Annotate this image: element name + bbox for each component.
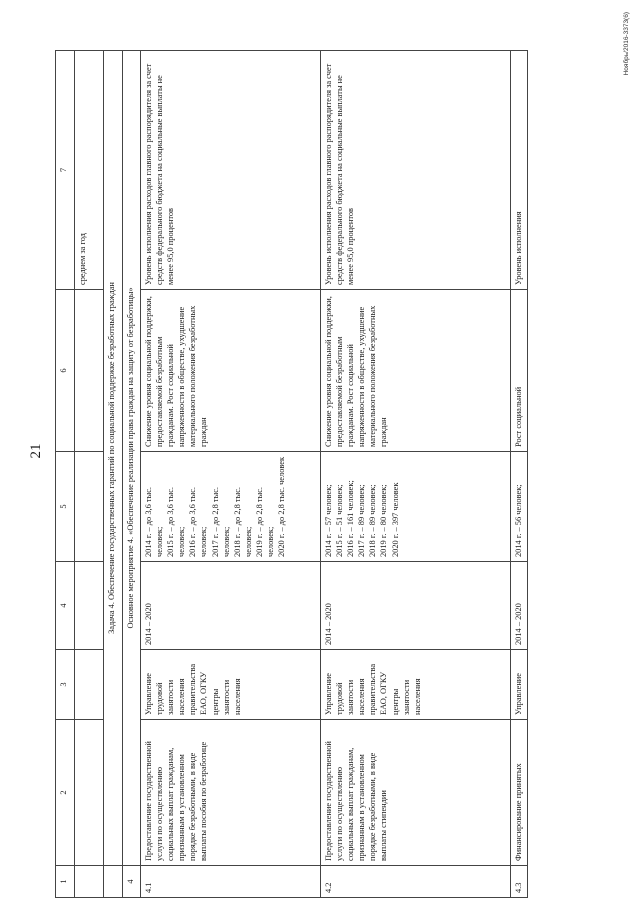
- table-row: [511, 51, 528, 898]
- row-number: 4.3: [511, 866, 528, 898]
- column-number: 5: [56, 452, 75, 562]
- document-code: Ноябрь/2016-3373(6): [623, 12, 630, 76]
- expected-result: 2014 г. – 57 человек; 2015 г. – 51 человек; 2016 г. – 161 человек; 2017 г. – 89 человек; 2018 г. – 89 человек; 2019 г. – 80 человек; 2020 г. – 397 человек: [321, 452, 511, 562]
- expected-result: 2014 г. – до 3,6 тыс. человек; 2015 г. – до 3,6 тыс. человек; 2016 г. – до 3,6 тыс. человек; 2017 г. – до 2,8 тыс. человек; 2018 г. – до 2,8 тыс. человек; 2019 г. – до 2,8 тыс. человек; 2020 г. – до 2,8 тыс. человек: [141, 452, 321, 562]
- measure-number: 4: [123, 866, 141, 898]
- linked-indicator: Уровень исполнения: [511, 51, 528, 290]
- implementation-period: 2014 – 2020: [511, 562, 528, 650]
- task-row: [104, 51, 123, 898]
- row-number: 4.1: [141, 866, 321, 898]
- task-title: Задача 4. Обеспечение государственных гарантий по социальной поддержке безработных граждан: [104, 51, 123, 866]
- column-number: 1: [56, 866, 75, 898]
- column-number: 3: [56, 650, 75, 720]
- column-number-row: [56, 51, 75, 898]
- implementation-period: 2014 – 2020: [321, 562, 511, 650]
- linked-indicator: Уровень исполнения расходов главного распорядителя за счет средств федерального бюджета на социальные выплаты не менее 95,0 процентов: [141, 51, 321, 290]
- continuation-text: среднем за год: [75, 51, 104, 290]
- table-row: [321, 51, 511, 898]
- measure-name: Предоставление государственной услуги по осуществлению социальных выплат гражданам, признанным в установленном порядке безработными, в виде выплаты стипендии: [321, 720, 511, 866]
- responsible-executor: Управление трудовой занятости населения правительства ЕАО, ОГКУ центры занятости населения: [321, 650, 511, 720]
- responsible-executor: Управление: [511, 650, 528, 720]
- measures-table: [55, 50, 528, 898]
- table-row: [141, 51, 321, 898]
- column-number: 6: [56, 290, 75, 452]
- implementation-period: 2014 – 2020: [141, 562, 321, 650]
- measure-name: Предоставление государственной услуги по осуществлению социальных выплат гражданам, признанным в установленном порядке безработными, в виде выплаты пособия по безработице: [141, 720, 321, 866]
- column-number: 7: [56, 51, 75, 290]
- non-implementation-consequences: Снижение уровня социальной поддержки, предоставляемой безработным гражданам. Рост социальной напряженности в обществе, ухудшение материального положения безработных граждан: [321, 290, 511, 452]
- row-number: 4.2: [321, 866, 511, 898]
- measure-name: Финансирование принятых: [511, 720, 528, 866]
- continuation-row: [75, 51, 104, 898]
- column-number: 2: [56, 720, 75, 866]
- linked-indicator: Уровень исполнения расходов главного распорядителя за счет средств федерального бюджета на социальные выплаты не менее 95,0 процентов: [321, 51, 511, 290]
- page-number: 21: [28, 443, 44, 459]
- expected-result: 2014 г. – 56 человек;: [511, 452, 528, 562]
- non-implementation-consequences: Снижение уровня социальной поддержки, предоставляемой безработным гражданам. Рост социальной напряженности в обществе, ухудшение материального положения безработных граждан: [141, 290, 321, 452]
- non-implementation-consequences: Рост социальной: [511, 290, 528, 452]
- column-number: 4: [56, 562, 75, 650]
- measure-title: Основное мероприятие 4. «Обеспечение реализации права граждан на защиту от безработицы»: [123, 51, 141, 866]
- main-measure-row: [123, 51, 141, 898]
- responsible-executor: Управление трудовой занятости населения правительства ЕАО, ОГКУ центры занятости населения: [141, 650, 321, 720]
